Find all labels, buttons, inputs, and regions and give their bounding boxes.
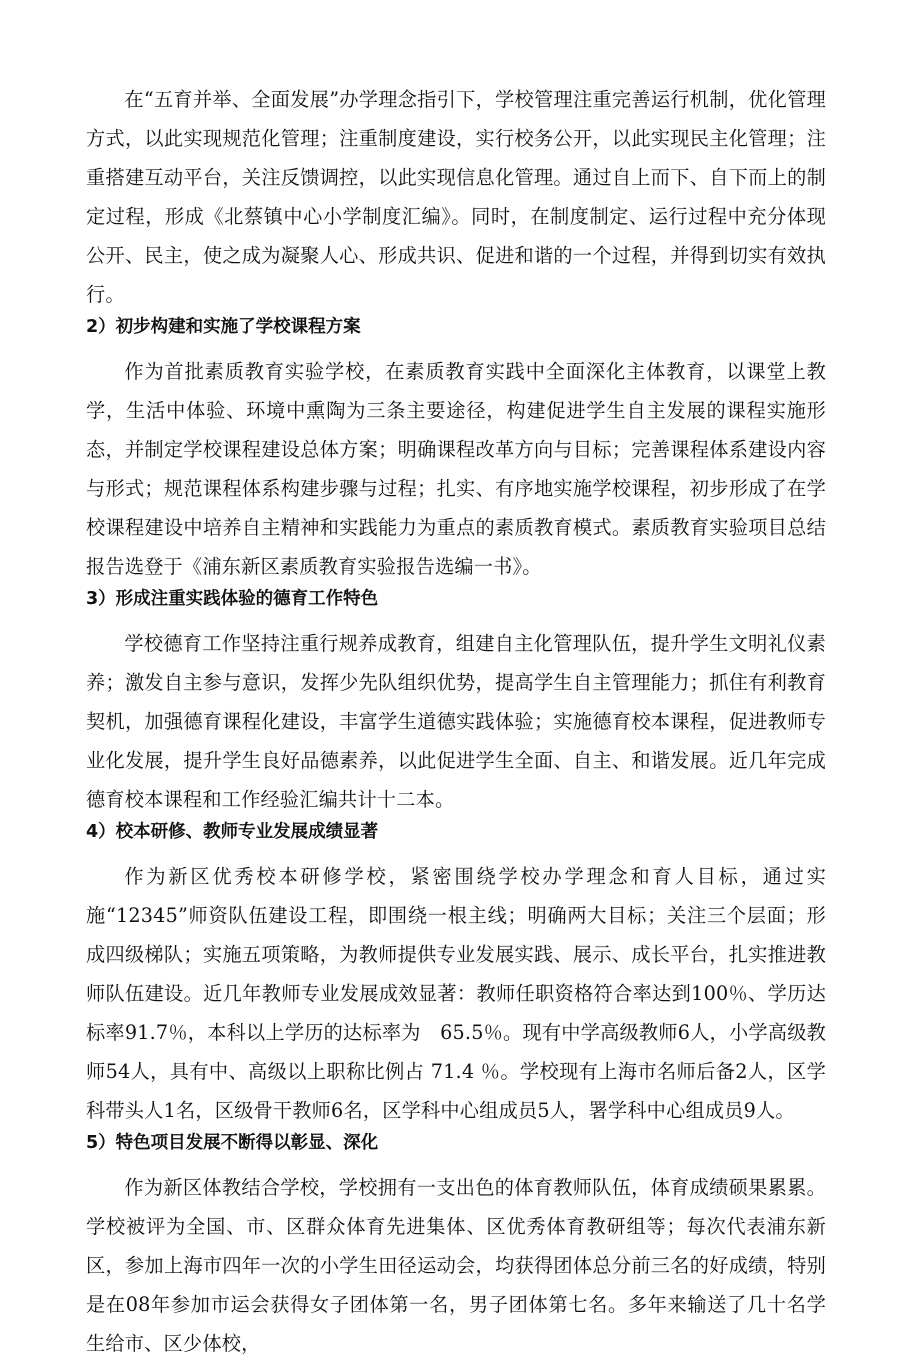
section-heading: 4）校本研修、教师专业发展成绩显著 <box>86 822 379 842</box>
section-paragraph: 学校德育工作坚持注重行规养成教育，组建自主化管理队伍，提升学生文明礼仪素养；激发自主参与意识，发挥少先队组织优势，提高学生自主管理能力；抓住有利教育契机，加强德育课程化建设，丰富学生道德实践体验；实施德育校本课程，促进教师专业化发展，提升学生良好品德素养，以此促进学生全面、自主、和谐发展。近几年完成德育校本课程和工作经验汇编共计十二本。 <box>86 632 826 811</box>
section-paragraph: 作为新区优秀校本研修学校，紧密围绕学校办学理念和育人目标，通过实施“12345”师资队伍建设工程，即围绕一根主线；明确两大目标；关注三个层面；形成四级梯队；实施五项策略，为教师提供专业发展实践、展示、成长平台，扎实推进教师队伍建设。近几年教师专业发展成效显著：教师任职资格符合率达到100％、学历达标率91.7％，本科以上学历的达标率为 65.5％。现有中学高级教师6人，小学高级教师54人，具有中、高级以上职称比例占 71.4 ％。学校现有上海市名师后备2人，区学科带头人1名，区级骨干教师6名，区学科中心组成员5人，署学科中心组成员9人。 <box>86 865 826 1122</box>
section-paragraph: 作为新区体教结合学校，学校拥有一支出色的体育教师队伍，体育成绩硕果累累。学校被评为全国、市、区群众体育先进集体、区优秀体育教研组等；每次代表浦东新区，参加上海市四年一次的小学生田径运动会，均获得团体总分前三名的好成绩，特别是在08年参加市运会获得女子团体第一名，男子团体第七名。多年来输送了几十名学生给市、区少体校， <box>86 1176 826 1355</box>
document-page <box>86 80 826 1363</box>
intro-paragraph: 在“五育并举、全面发展”办学理念指引下，学校管理注重完善运行机制，优化管理方式，以此实现规范化管理；注重制度建设，实行校务公开，以此实现民主化管理；注重搭建互动平台，关注反馈调控，以此实现信息化管理。通过自上而下、自下而上的制定过程，形成《北蔡镇中心小学制度汇编》。同时，在制度制定、运行过程中充分体现公开、民主，使之成为凝聚人心、形成共识、促进和谐的一个过程，并得到切实有效执行。 <box>86 88 826 306</box>
section-heading: 2）初步构建和实施了学校课程方案 <box>86 317 361 337</box>
section-teacher-development <box>86 819 826 1130</box>
section-paragraph: 作为首批素质教育实验学校，在素质教育实践中全面深化主体教育，以课堂上教学，生活中体验、环境中熏陶为三条主要途径，构建促进学生自主发展的课程实施形态，并制定学校课程建设总体方案；明确课程改革方向与目标；完善课程体系建设内容与形式；规范课程体系构建步骤与过程；扎实、有序地实施学校课程，初步形成了在学校课程建设中培养自主精神和实践能力为重点的素质教育模式。素质教育实验项目总结报告选登于《浦东新区素质教育实验报告选编一书》。 <box>86 360 826 578</box>
section-heading: 3）形成注重实践体验的德育工作特色 <box>86 589 379 609</box>
section-heading: 5）特色项目发展不断得以彰显、深化 <box>86 1133 379 1153</box>
section-moral-education <box>86 586 826 819</box>
section-special-projects <box>86 1130 826 1363</box>
section-curriculum <box>86 314 826 586</box>
